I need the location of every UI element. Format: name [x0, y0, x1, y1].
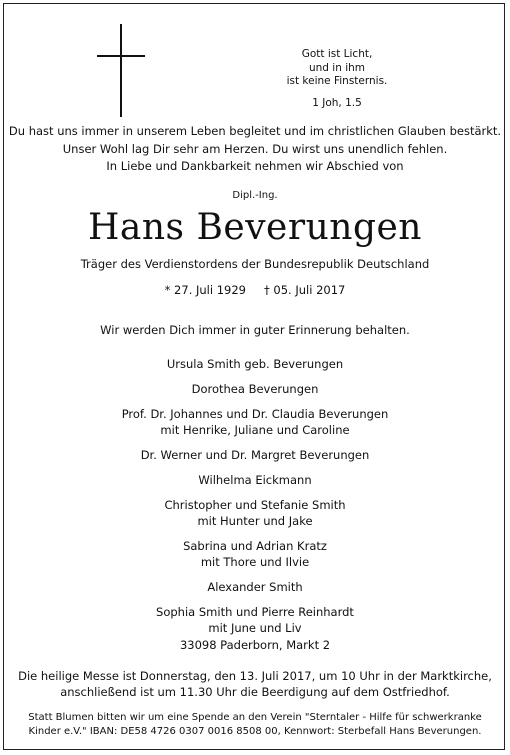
funeral-mass-info	[0, 668, 510, 700]
verse-line: Gott ist Licht,	[301, 48, 373, 60]
bible-verse	[262, 48, 412, 110]
mourner-name: Ursula Smith geb. Beverungen	[166, 357, 344, 371]
verse-line: ist keine Finsternis.	[286, 75, 388, 87]
deceased-name: Hans Beverungen	[88, 207, 422, 248]
mourner-name: Sophia Smith und Pierre Reinhardt	[156, 605, 354, 619]
mourner-name: Sabrina und Adrian Kratz	[183, 539, 327, 553]
mourner-sub: mit Henrike, Juliane und Caroline	[160, 423, 350, 437]
mourner-entry	[0, 447, 510, 463]
mourner-entry	[0, 356, 510, 372]
mourners-list	[0, 356, 510, 645]
life-dates	[0, 282, 510, 298]
mourner-sub: mit Thore und Ilvie	[200, 555, 310, 569]
mourner-name: Wilhelma Eickmann	[198, 473, 312, 487]
mourner-entry	[0, 472, 510, 488]
intro-line: In Liebe und Dankbarkeit nehmen wir Abschied von	[106, 159, 404, 173]
mourner-entry	[0, 579, 510, 595]
donation-line: Kinder e.V." IBAN: DE58 4726 0307 0016 8508 00, Kennwort: Sterbefall Hans Beverungen.	[28, 726, 482, 737]
mourner-entry	[0, 406, 510, 438]
family-address: 33098 Paderborn, Markt 2	[179, 638, 331, 652]
mourner-name: Christopher und Stefanie Smith	[164, 498, 346, 512]
mourner-name: Prof. Dr. Johannes und Dr. Claudia Beverungen	[121, 407, 389, 421]
mourner-sub: mit June und Liv	[208, 621, 302, 635]
cross-horizontal-bar	[97, 55, 145, 57]
mourner-sub: mit Hunter und Jake	[197, 514, 313, 528]
mass-line: anschließend ist um 11.30 Uhr die Beerdigung auf dem Ostfriedhof.	[60, 685, 450, 699]
mourner-name: Alexander Smith	[207, 580, 303, 594]
mourner-entry	[0, 497, 510, 529]
intro-line: Unser Wohl lag Dir sehr am Herzen. Du wirst uns unendlich fehlen.	[62, 141, 448, 156]
donation-line: Statt Blumen bitten wir um eine Spende an den Verein "Sterntaler - Hilfe für schwerkranke	[28, 712, 482, 723]
verse-reference: 1 Joh, 1.5	[312, 96, 362, 109]
birth-date: * 27. Juli 1929	[164, 283, 246, 297]
mourner-entry	[0, 381, 510, 397]
cross-vertical-bar	[120, 24, 122, 117]
mourner-name: Dr. Werner und Dr. Margret Beverungen	[140, 448, 370, 462]
donation-request	[0, 711, 510, 739]
intro-text	[0, 123, 510, 176]
academic-title: Dipl.-Ing.	[232, 190, 278, 201]
mourner-name: Dorothea Beverungen	[191, 382, 319, 396]
mourner-entry	[0, 538, 510, 570]
mass-line: Die heilige Messe ist Donnerstag, den 13. Juli 2017, um 10 Uhr in der Marktkirche,	[18, 669, 492, 683]
memory-line: Wir werden Dich immer in guter Erinnerung behalten.	[100, 323, 410, 337]
death-date: † 05. Juli 2017	[264, 283, 346, 297]
cross-icon	[97, 24, 145, 117]
honor-line: Träger des Verdienstordens der Bundesrepublik Deutschland	[80, 257, 430, 271]
intro-line: Du hast uns immer in unserem Leben begleitet und im christlichen Glauben bestärkt.	[8, 124, 502, 138]
mourner-entry	[0, 604, 510, 636]
verse-line: und in ihm	[308, 61, 366, 74]
